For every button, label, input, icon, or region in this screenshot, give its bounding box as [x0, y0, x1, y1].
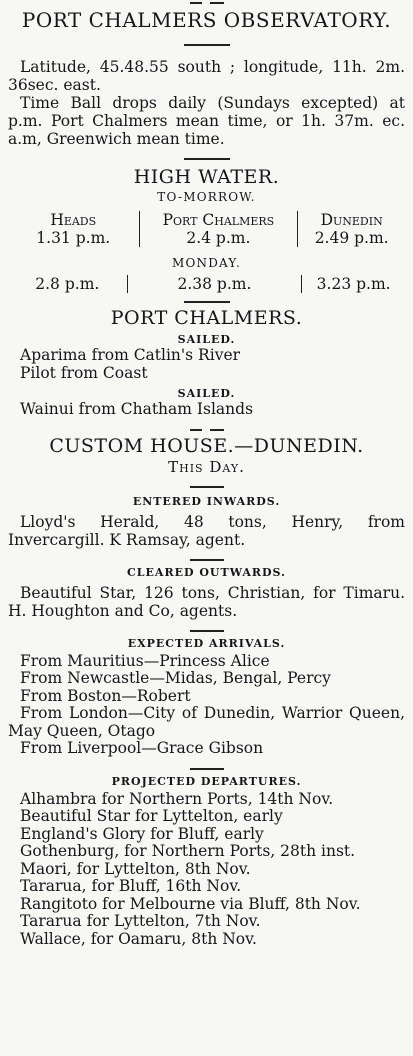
high-water-tomorrow-table — [8, 211, 405, 247]
monday-dunedin-time: 3.23 p.m. — [316, 275, 391, 293]
divider — [190, 630, 224, 632]
sailed-item: Wainui from Chatham Islands — [20, 401, 254, 418]
departure-item: Beautiful Star for Lyttelton, early — [20, 808, 283, 825]
observatory-title: PORT CHALMERS OBSERVATORY. — [21, 8, 392, 32]
custom-house-title: CUSTOM HOUSE.—DUNEDIN. — [49, 434, 364, 457]
arrival-item: From Mauritius—Princess Alice — [20, 652, 270, 670]
departure-item: Maori, for Lyttelton, 8th Nov. — [20, 860, 251, 878]
monday-heads-time: 2.8 p.m. — [35, 275, 100, 293]
col-dunedin: Dunedin — [320, 211, 383, 229]
arrival-item: From Newcastle—Midas, Bengal, Percy — [20, 670, 331, 687]
departure-item: Alhambra for Northern Ports, 14th Nov. — [20, 790, 334, 808]
newspaper-column — [0, 2, 413, 1056]
departure-item: Gothenburg, for Northern Ports, 28th inst. — [20, 843, 356, 860]
cleared-outwards-label: CLEARED OUTWARDS. — [127, 565, 286, 579]
divider — [184, 158, 230, 160]
sailed-item: Aparima from Catlin's River — [20, 347, 241, 364]
divider — [184, 44, 230, 46]
cleared-outwards-text: Beautiful Star, 126 tons, Christian, for Timaru. H. Houghton and Co, agents. — [8, 583, 405, 620]
departure-item: England's Glory for Bluff, early — [20, 825, 264, 843]
sailed-label: SAILED. — [177, 387, 236, 400]
divider — [190, 768, 224, 770]
entered-inwards-label: ENTERED INWARDS. — [132, 494, 281, 508]
port-chalmers-title: PORT CHALMERS. — [110, 307, 303, 329]
top-divider — [190, 2, 224, 4]
expected-arrivals-label: EXPECTED ARRIVALS. — [127, 636, 286, 650]
monday-label: MONDAY. — [171, 256, 241, 270]
departure-item: Rangitoto for Melbourne via Bluff, 8th Nov. — [20, 895, 361, 913]
divider — [184, 301, 230, 303]
high-water-title: HIGH WATER. — [133, 166, 280, 188]
divider — [190, 486, 224, 488]
custom-house-subtitle: This Day. — [168, 457, 245, 476]
monday-port-time: 2.38 p.m. — [127, 275, 302, 293]
entered-inwards-text: Lloyd's Herald, 48 tons, Henry, from Invercargill. K Ramsay, agent. — [8, 512, 405, 549]
tomorrow-dunedin-time: 2.49 p.m. — [314, 229, 389, 247]
observatory-timeball: Time Ball drops daily (Sundays excepted) at p.m. Port Chalmers mean time, or 1h. 37m. ec. a.m, Greenwich mean time. — [8, 94, 405, 148]
divider — [190, 559, 224, 561]
divider — [190, 429, 224, 431]
tomorrow-port-time: 2.4 p.m. — [139, 229, 298, 247]
sailed-item: Pilot from Coast — [20, 364, 148, 382]
tomorrow-heads-time: 1.31 p.m. — [36, 229, 111, 247]
departure-item: Tararua for Lyttelton, 7th Nov. — [20, 913, 261, 930]
col-heads: Heads — [50, 211, 97, 229]
col-port-chalmers: Port Chalmers — [139, 211, 298, 229]
tomorrow-label: TO-MORROW. — [157, 190, 256, 204]
sailed-label: SAILED. — [177, 333, 236, 346]
departure-item: Wallace, for Oamaru, 8th Nov. — [20, 930, 257, 948]
arrival-item: From Boston—Robert — [20, 687, 191, 705]
projected-departures-label: PROJECTED DEPARTURES. — [111, 774, 302, 788]
arrival-item-liverpool: From Liverpool—Grace Gibson — [20, 740, 264, 757]
high-water-monday-table — [8, 275, 405, 293]
observatory-latitude: Latitude, 45.48.55 south ; longitude, 11h. 2m. 36sec. east. — [8, 58, 405, 94]
arrival-item-london: From London—City of Dunedin, Warrior Queen, May Queen, Otago — [8, 704, 405, 740]
departure-item: Tararua, for Bluff, 16th Nov. — [20, 878, 242, 895]
